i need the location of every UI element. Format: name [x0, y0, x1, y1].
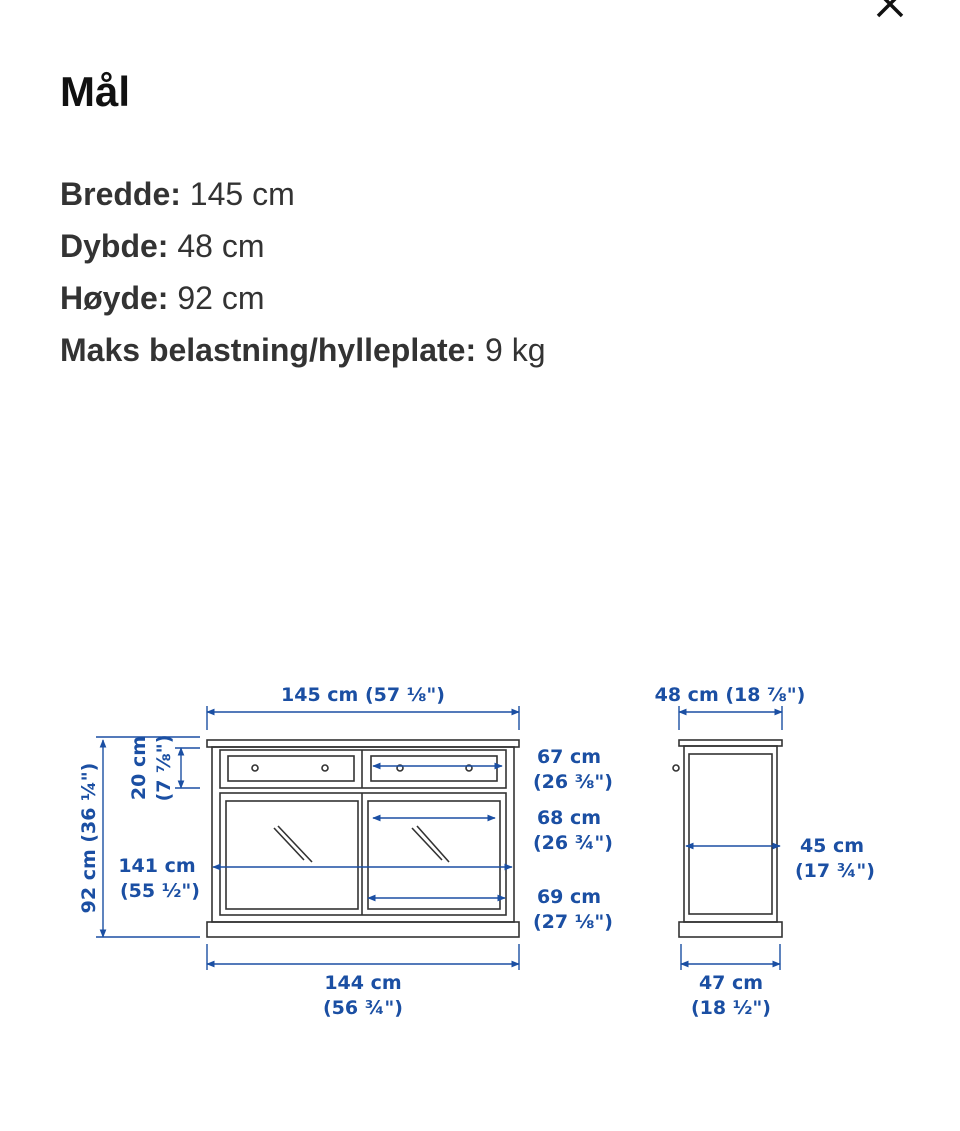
base-depth-cm: 47 cm	[698, 972, 764, 994]
page-title: Mål	[60, 68, 131, 115]
side-view	[673, 740, 782, 937]
base-depth-in: (18 ½")	[691, 997, 771, 1019]
base-width-in: (56 ¾")	[323, 997, 403, 1019]
depth-label: 48 cm (18 ⅞")	[654, 684, 806, 706]
drawer-height-in: (7 ⅞")	[153, 734, 175, 802]
shelf-width-in: (26 ¾")	[533, 832, 613, 854]
top-width-label: 145 cm (57 ⅛")	[281, 684, 445, 706]
height-label: 92 cm (36 ¼")	[78, 762, 100, 914]
spec-depth: Dybde: 48 cm	[60, 228, 265, 264]
bottom-inner-in: (27 ⅛")	[533, 911, 613, 933]
inner-depth-in: (17 ¾")	[795, 860, 875, 882]
spec-max-load: Maks belastning/hylleplate: 9 kg	[60, 332, 546, 368]
bottom-inner-cm: 69 cm	[536, 886, 602, 908]
inner-depth-cm: 45 cm	[799, 835, 865, 857]
base-width-cm: 144 cm	[324, 972, 402, 994]
inner-width-cm: 141 cm	[118, 855, 196, 877]
drawer-height-cm: 20 cm	[128, 735, 150, 801]
spec-width: Bredde: 145 cm	[60, 176, 295, 212]
spec-height: Høyde: 92 cm	[60, 280, 265, 316]
inner-width-in: (55 ½")	[120, 880, 200, 902]
shelf-width-cm: 68 cm	[536, 807, 602, 829]
front-view	[207, 740, 519, 937]
drawer-width-cm: 67 cm	[536, 746, 602, 768]
drawer-width-in: (26 ⅜")	[533, 771, 613, 793]
